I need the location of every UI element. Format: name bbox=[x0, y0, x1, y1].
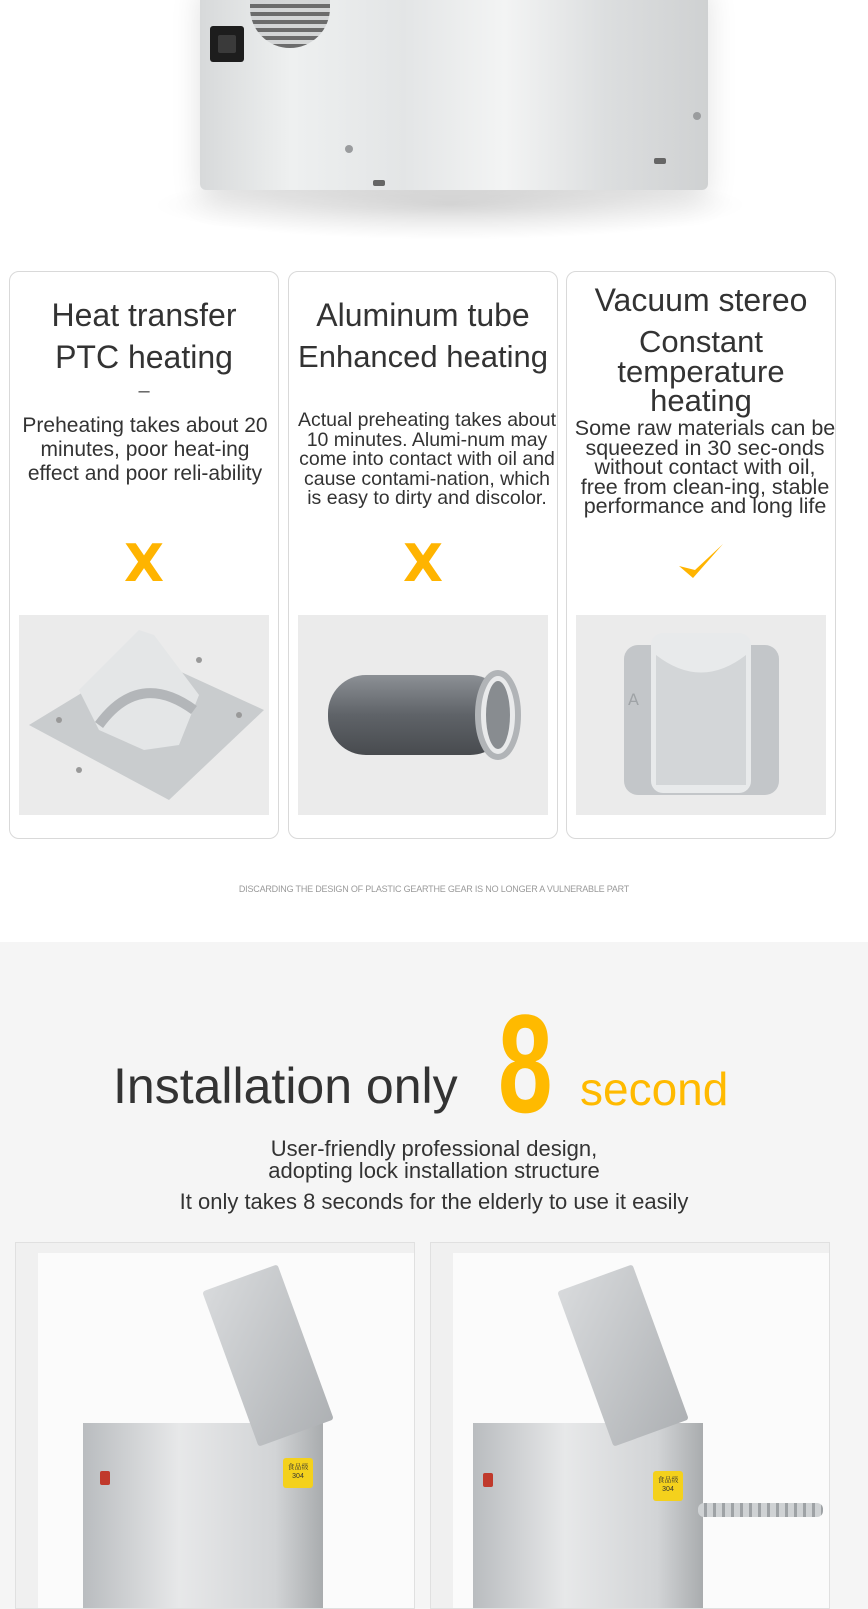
install-subtitle-1: User-friendly professional design, bbox=[270, 1136, 598, 1161]
install-subtitle-2: adopting lock installation structure bbox=[268, 1158, 600, 1183]
food-grade-badge: 食品级 304 bbox=[653, 1471, 683, 1501]
headline-number: 8 bbox=[498, 985, 553, 1142]
install-photo-screw-inserted bbox=[430, 1242, 830, 1609]
card-subtitle: Constant temperature heating bbox=[617, 324, 785, 418]
checkmark-icon bbox=[567, 540, 835, 584]
heating-comparison bbox=[9, 271, 859, 839]
cross-icon: X bbox=[123, 534, 165, 594]
machine-lid bbox=[557, 1264, 689, 1446]
switch-icon bbox=[100, 1471, 110, 1485]
installation-section bbox=[0, 942, 868, 1609]
card-vacuum-stereo bbox=[566, 271, 836, 839]
card-title: Vacuum stereo bbox=[594, 282, 808, 318]
machine-body bbox=[473, 1423, 703, 1609]
food-grade-badge: 食品级 304 bbox=[283, 1458, 313, 1488]
photo-backdrop bbox=[453, 1253, 829, 1609]
tagline: DISCARDING THE DESIGN OF PLASTIC GEARTHE GEAR IS NO LONGER A VULNERABLE PART bbox=[238, 884, 630, 894]
card-description: Actual preheating takes about 10 minutes. Alumi-num may come into contact with oil and cause contami-nation, which is easy to dirty and discolor. bbox=[297, 409, 556, 510]
photo-backdrop bbox=[38, 1253, 414, 1609]
machine-lid bbox=[202, 1264, 334, 1446]
card-dash: – bbox=[138, 380, 150, 402]
card-title: Aluminum tube bbox=[316, 297, 530, 333]
vacuum-heater-photo bbox=[576, 615, 826, 815]
machine-body bbox=[83, 1423, 323, 1609]
aluminum-tube-photo bbox=[298, 615, 548, 815]
screw bbox=[345, 145, 353, 153]
machine-foot bbox=[654, 158, 666, 164]
card-aluminum-tube bbox=[288, 271, 558, 839]
card-subtitle: PTC heating bbox=[55, 339, 233, 375]
product-hero-image bbox=[0, 0, 868, 255]
card-title: Heat transfer bbox=[51, 297, 237, 333]
card-ptc-heating bbox=[9, 271, 279, 839]
installation-headline bbox=[0, 985, 868, 1142]
svg-text:A: A bbox=[628, 690, 639, 709]
install-photo-lid-open bbox=[15, 1242, 415, 1609]
switch-icon bbox=[483, 1473, 493, 1487]
ptc-plate-photo bbox=[19, 615, 269, 815]
card-description: Some raw materials can be squeezed in 30 sec-onds without contact with oil, free from clean-ing, stable performance and long life bbox=[574, 416, 836, 519]
cross-icon: X bbox=[402, 534, 444, 594]
screw bbox=[693, 112, 701, 120]
power-socket-icon bbox=[210, 26, 244, 62]
card-description: Preheating takes about 20 minutes, poor heat-ing effect and poor reli-ability bbox=[22, 414, 268, 485]
machine-foot bbox=[373, 180, 385, 186]
headline-text: Installation only bbox=[113, 1058, 458, 1114]
press-screw bbox=[698, 1503, 823, 1517]
install-subtitle-3: It only takes 8 seconds for the elderly to use it easily bbox=[179, 1189, 689, 1214]
headline-unit: second bbox=[580, 1063, 729, 1115]
card-subtitle: Enhanced heating bbox=[298, 339, 548, 374]
